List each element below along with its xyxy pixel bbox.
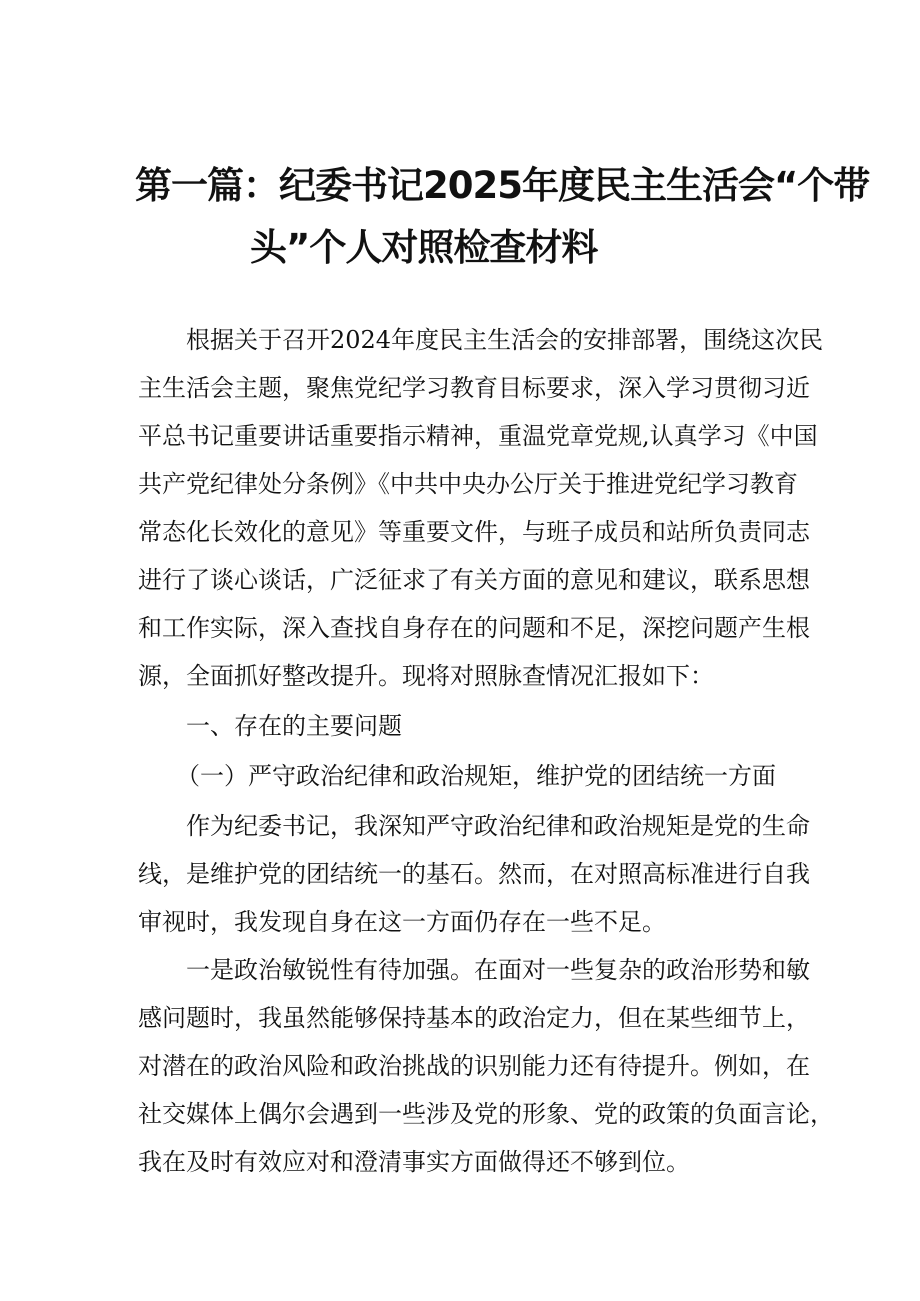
section-heading: 一、存在的主要问题 [186, 712, 402, 740]
intro-line: 源，全面抓好整改提升。现将对照脉查情况汇报如下： [138, 662, 714, 690]
intro-line: 和工作实际，深入查找自身存在的问题和不足，深挖问题产生根 [138, 614, 810, 642]
paragraph-line: 社交媒体上偶尔会遇到一些涉及党的形象、党的政策的负面言论， [138, 1100, 834, 1128]
paragraph-line: 感问题时，我虽然能够保持基本的政治定力，但在某些细节上， [138, 1004, 810, 1032]
paragraph-line: 我在及时有效应对和澄清事实方面做得还不够到位。 [138, 1148, 690, 1176]
intro-line: 进行了谈心谈话，广泛征求了有关方面的意见和建议，联系思想 [138, 566, 810, 594]
intro-line: 主生活会主题，聚焦党纪学习教育目标要求，深入学习贯彻习近 [138, 374, 810, 402]
paragraph-line: 审视时，我发现自身在这一方面仍存在一些不足。 [138, 908, 666, 936]
paragraph-line: 线，是维护党的团结统一的基石。然而，在对照高标准进行自我 [138, 860, 810, 888]
document-title-line-2: 头”个人对照检查材料 [250, 226, 598, 269]
intro-line: 共产党纪律处分条例》《中共中央办公厅关于推进党纪学习教育 [138, 470, 798, 498]
intro-line: 常态化长效化的意见》等重要文件，与班子成员和站所负责同志 [138, 518, 810, 546]
paragraph-line: 作为纪委书记，我深知严守政治纪律和政治规矩是党的生命 [186, 812, 810, 840]
document-title-line-1: 第一篇：纪委书记2025年度民主生活会“个带 [135, 164, 870, 207]
intro-line: 根据关于召开2024年度民主生活会的安排部署，围绕这次民 [186, 326, 824, 354]
paragraph-line: 一是政治敏锐性有待加强。在面对一些复杂的政治形势和敏 [186, 956, 810, 984]
paragraph-line: 对潜在的政治风险和政治挑战的识别能力还有待提升。例如，在 [138, 1052, 810, 1080]
subsection-heading: （一）严守政治纪律和政治规矩，维护党的团结统一方面 [176, 762, 776, 790]
intro-line: 平总书记重要讲话重要指示精神，重温党章党规,认真学习《中国 [138, 422, 818, 450]
